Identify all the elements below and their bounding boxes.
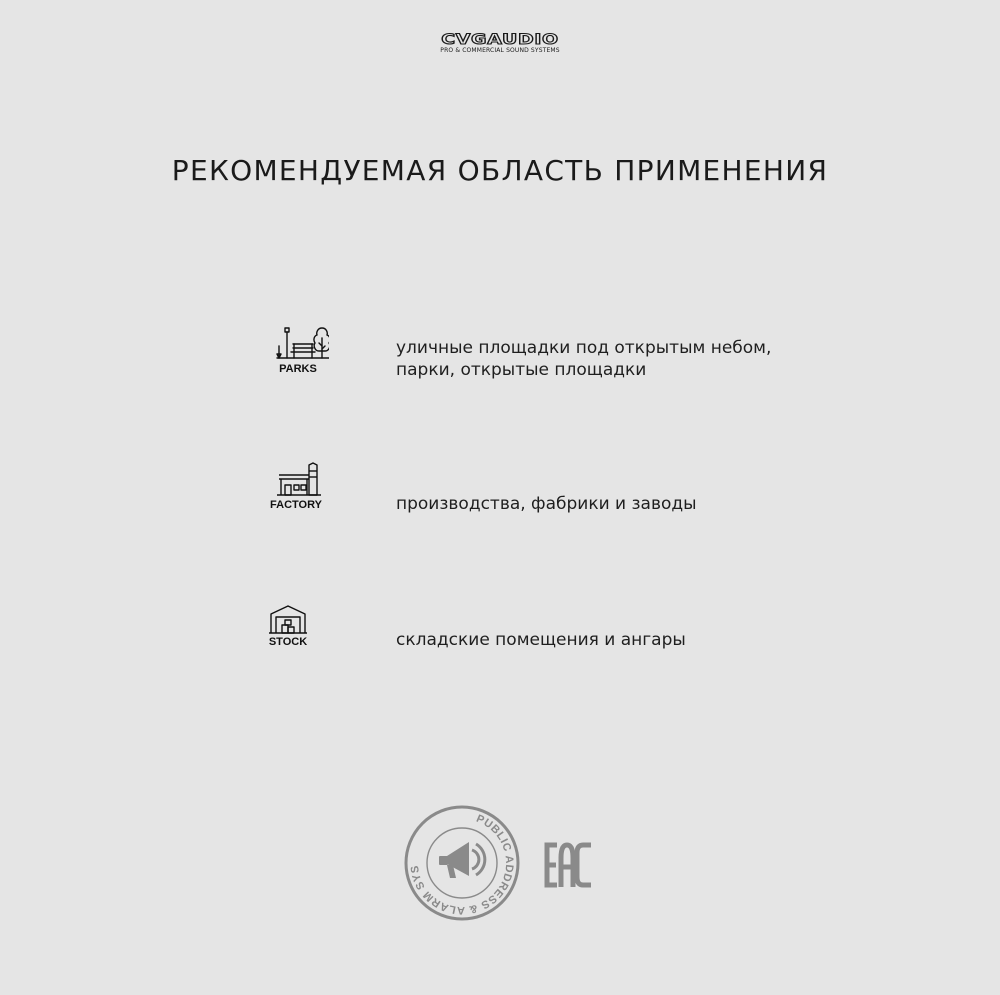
icon-label-factory: FACTORY bbox=[270, 499, 322, 511]
eac-certification-mark bbox=[543, 840, 595, 890]
application-icon-factory bbox=[256, 461, 336, 511]
brand-logo bbox=[416, 33, 584, 55]
application-icon-stock bbox=[248, 604, 328, 648]
logo-tagline: PRO & COMMERCIAL SOUND SYSTEMS bbox=[440, 47, 560, 54]
factory-icon bbox=[269, 461, 323, 498]
application-description-factory bbox=[396, 493, 697, 515]
megaphone-icon bbox=[439, 842, 485, 878]
warehouse-icon bbox=[268, 604, 308, 635]
description-line: складские помещения и ангары bbox=[396, 630, 686, 650]
application-icon-parks bbox=[258, 324, 338, 375]
badge-ring-text: PUBLIC ADDRESS & ALARM SYS bbox=[408, 812, 516, 917]
application-description-parks bbox=[396, 337, 771, 381]
description-line: парки, открытые площадки bbox=[396, 360, 647, 380]
application-description-stock bbox=[396, 629, 686, 651]
logo-wordmark: CVGAUDIO bbox=[441, 32, 559, 48]
icon-label-stock: STOCK bbox=[268, 636, 308, 648]
icon-label-parks: PARKS bbox=[279, 363, 317, 375]
page-title: РЕКОМЕНДУЕМАЯ ОБЛАСТЬ ПРИМЕНЕНИЯ bbox=[171, 154, 829, 187]
description-line: уличные площадки под открытым небом, bbox=[396, 338, 772, 358]
public-address-series-badge bbox=[403, 804, 521, 922]
park-bench-tree-icon bbox=[267, 324, 329, 362]
description-line: производства, фабрики и заводы bbox=[396, 494, 697, 514]
